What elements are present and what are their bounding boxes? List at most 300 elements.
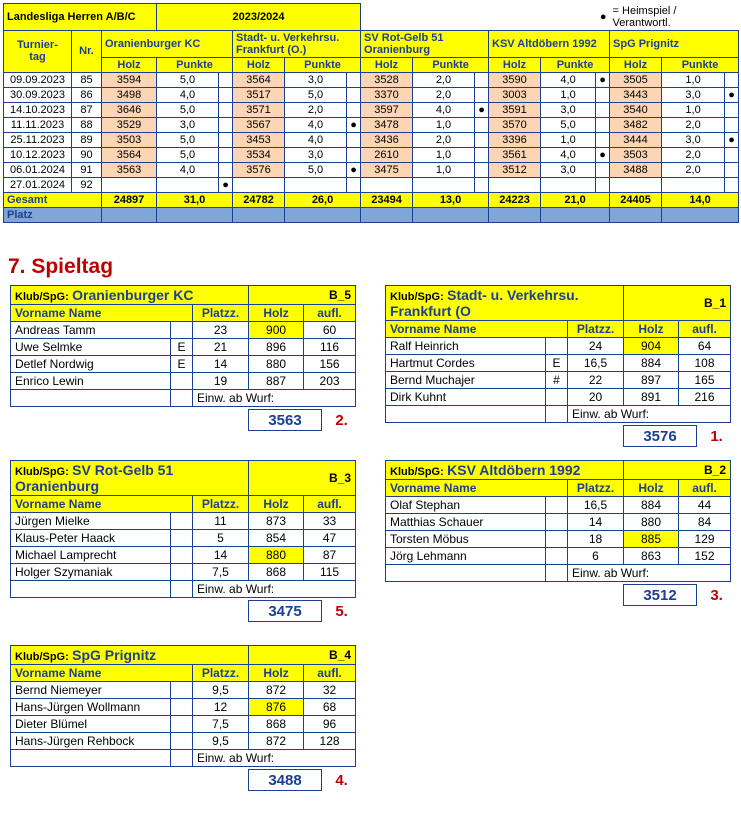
punkte-header-1: Punkte [157, 57, 233, 72]
row-holz-2: 3453 [233, 132, 285, 147]
row-punkte-3: 1,0 [413, 117, 475, 132]
row-home-dot-1: ● [219, 177, 233, 192]
row-punkte-4: 1,0 [541, 87, 596, 102]
player-mark: E [546, 355, 568, 372]
row-home-dot-4 [596, 102, 610, 117]
team-rank: 3. [710, 587, 723, 604]
punkte-header-2: Punkte [285, 57, 361, 72]
row-holz-3: 3436 [361, 132, 413, 147]
platz-4a [489, 207, 541, 222]
player-row [386, 389, 731, 406]
team-header-3: SV Rot-Gelb 51 Oranienburg [361, 30, 489, 57]
klub-label: Klub/SpG: [15, 651, 69, 663]
team-header-1: Oranienburger KC [102, 30, 233, 57]
player-platzz: 11 [193, 513, 249, 530]
player-mark [171, 530, 193, 547]
col-name: Vorname Name [11, 496, 193, 513]
player-row [11, 530, 356, 547]
player-holz: 880 [249, 547, 304, 564]
club-code: B_3 [249, 461, 356, 496]
player-mark: E [171, 339, 193, 356]
player-name: Holger Szymaniak [11, 564, 171, 581]
row-holz-4: 3003 [489, 87, 541, 102]
player-aufl: 87 [304, 547, 356, 564]
player-aufl: 64 [679, 338, 731, 355]
row-holz-4: 3512 [489, 162, 541, 177]
player-name: Michael Lamprecht [11, 547, 171, 564]
einw-label: Einw. ab Wurf: [193, 390, 356, 407]
player-name: Hans-Jürgen Wollmann [11, 699, 171, 716]
player-mark [171, 699, 193, 716]
club-header [11, 286, 249, 305]
player-name: Ralf Heinrich [386, 338, 546, 355]
row-home-dot-1 [219, 87, 233, 102]
row-home-dot-3 [475, 87, 489, 102]
row-holz-5: 3505 [610, 72, 662, 87]
player-row [386, 372, 731, 389]
player-name: Hartmut Cordes [386, 355, 546, 372]
player-row [11, 339, 356, 356]
player-platzz: 19 [193, 373, 249, 390]
player-aufl: 44 [679, 497, 731, 514]
player-mark [171, 373, 193, 390]
player-row [11, 682, 356, 699]
player-aufl: 68 [304, 699, 356, 716]
row-home-dot-5 [725, 177, 739, 192]
row-punkte-2: 3,0 [285, 147, 347, 162]
row-punkte-5: 1,0 [662, 72, 725, 87]
player-row [11, 716, 356, 733]
player-row [11, 513, 356, 530]
team-header-row [4, 30, 739, 57]
row-punkte-2: 3,0 [285, 72, 347, 87]
platz-2a [233, 207, 285, 222]
row-home-dot-4 [596, 162, 610, 177]
club-header-row [386, 286, 731, 321]
row-home-dot-2 [347, 72, 361, 87]
team-total-row [385, 425, 730, 449]
row-nr: 89 [72, 132, 102, 147]
player-aufl: 33 [304, 513, 356, 530]
player-name: Jürgen Mielke [11, 513, 171, 530]
player-holz: 872 [249, 733, 304, 750]
platz-1b [157, 207, 233, 222]
legend-spacer [361, 4, 596, 31]
player-name: Detlef Nordwig [11, 356, 171, 373]
col-holz: Holz [249, 496, 304, 513]
club-header [386, 286, 624, 321]
einw-label: Einw. ab Wurf: [568, 565, 731, 582]
punkte-header-5: Punkte [662, 57, 739, 72]
row-nr: 88 [72, 117, 102, 132]
player-row [386, 338, 731, 355]
player-aufl: 60 [304, 322, 356, 339]
row-home-dot-4 [596, 177, 610, 192]
row-punkte-1: 5,0 [157, 102, 219, 117]
row-holz-5: 3540 [610, 102, 662, 117]
player-name: Torsten Möbus [386, 531, 546, 548]
row-home-dot-4: ● [596, 72, 610, 87]
player-row [386, 355, 731, 372]
team-rank: 4. [335, 772, 348, 789]
row-home-dot-4: ● [596, 147, 610, 162]
holz-header-5: Holz [610, 57, 662, 72]
platz-2b [285, 207, 361, 222]
row-date: 27.01.2024 [4, 177, 72, 192]
player-aufl: 156 [304, 356, 356, 373]
einw-empty-2 [171, 750, 193, 767]
table-title-row [4, 4, 739, 31]
row-date: 09.09.2023 [4, 72, 72, 87]
row-punkte-4: 4,0 [541, 72, 596, 87]
row-punkte-3 [413, 177, 475, 192]
player-name: Olaf Stephan [386, 497, 546, 514]
team-block-oranienburger-kc [10, 285, 355, 433]
row-holz-3: 3597 [361, 102, 413, 117]
row-home-dot-4 [596, 132, 610, 147]
gesamt-holz-1: 24897 [102, 192, 157, 207]
row-holz-4: 3591 [489, 102, 541, 117]
row-punkte-3: 2,0 [413, 132, 475, 147]
platz-label: Platz [4, 207, 102, 222]
row-punkte-4: 1,0 [541, 132, 596, 147]
col-platzz: Platzz. [568, 480, 624, 497]
einw-empty-2 [171, 581, 193, 598]
row-nr: 90 [72, 147, 102, 162]
row-punkte-1: 5,0 [157, 132, 219, 147]
club-header-row [11, 461, 356, 496]
team-total-row [10, 769, 355, 793]
row-holz-1 [102, 177, 157, 192]
player-holz: 863 [624, 548, 679, 565]
player-mark [171, 564, 193, 581]
club-header [11, 646, 249, 665]
player-holz: 868 [249, 564, 304, 581]
player-aufl: 115 [304, 564, 356, 581]
player-mark [171, 547, 193, 564]
klub-label: Klub/SpG: [390, 466, 444, 478]
row-holz-1: 3503 [102, 132, 157, 147]
player-platzz: 9,5 [193, 733, 249, 750]
player-row [386, 514, 731, 531]
player-platzz: 6 [568, 548, 624, 565]
team-total: 3576 [623, 425, 697, 447]
row-home-dot-4 [596, 117, 610, 132]
gesamt-holz-4: 24223 [489, 192, 541, 207]
gesamt-punkte-5: 14,0 [662, 192, 739, 207]
gesamt-holz-5: 24405 [610, 192, 662, 207]
col-aufl: aufl. [679, 480, 731, 497]
row-holz-4: 3561 [489, 147, 541, 162]
einw-label: Einw. ab Wurf: [193, 581, 356, 598]
row-home-dot-2 [347, 132, 361, 147]
row-home-dot-3 [475, 177, 489, 192]
player-mark [171, 716, 193, 733]
row-home-dot-3 [475, 147, 489, 162]
team-rank: 5. [335, 603, 348, 620]
player-mark [546, 497, 568, 514]
row-punkte-1 [157, 177, 219, 192]
row-holz-2: 3564 [233, 72, 285, 87]
player-aufl: 84 [679, 514, 731, 531]
player-row [11, 547, 356, 564]
row-punkte-5: 3,0 [662, 87, 725, 102]
row-home-dot-5 [725, 72, 739, 87]
punkte-header-4: Punkte [541, 57, 610, 72]
team-block-frankfurt [385, 285, 730, 449]
player-aufl: 165 [679, 372, 731, 389]
gesamt-punkte-2: 26,0 [285, 192, 361, 207]
row-home-dot-4 [596, 87, 610, 102]
row-date: 25.11.2023 [4, 132, 72, 147]
player-platzz: 7,5 [193, 716, 249, 733]
player-platzz: 23 [193, 322, 249, 339]
row-holz-1: 3498 [102, 87, 157, 102]
player-holz: 884 [624, 497, 679, 514]
einwechsel-row [386, 406, 731, 423]
col-holz: Holz [249, 305, 304, 322]
player-platzz: 21 [193, 339, 249, 356]
player-platzz: 5 [193, 530, 249, 547]
team-total: 3563 [248, 409, 322, 431]
einw-empty-1 [11, 750, 171, 767]
row-nr: 92 [72, 177, 102, 192]
team-total-row [10, 600, 355, 624]
player-holz: 880 [249, 356, 304, 373]
gesamt-holz-2: 24782 [233, 192, 285, 207]
row-date: 30.09.2023 [4, 87, 72, 102]
platz-5b [662, 207, 739, 222]
player-holz: 896 [249, 339, 304, 356]
player-aufl: 32 [304, 682, 356, 699]
player-name: Hans-Jürgen Rehbock [11, 733, 171, 750]
col-aufl: aufl. [304, 305, 356, 322]
holz-header-2: Holz [233, 57, 285, 72]
row-home-dot-2 [347, 87, 361, 102]
club-header [11, 461, 249, 496]
gesamt-punkte-4: 21,0 [541, 192, 610, 207]
row-holz-5: 3503 [610, 147, 662, 162]
row-home-dot-2: ● [347, 117, 361, 132]
row-date: 11.11.2023 [4, 117, 72, 132]
row-punkte-5: 3,0 [662, 132, 725, 147]
table-row [4, 102, 739, 117]
row-punkte-4: 4,0 [541, 147, 596, 162]
player-row [11, 373, 356, 390]
player-aufl: 116 [304, 339, 356, 356]
player-name: Dieter Blümel [11, 716, 171, 733]
player-holz: 872 [249, 682, 304, 699]
row-home-dot-1 [219, 72, 233, 87]
row-holz-2: 3534 [233, 147, 285, 162]
row-home-dot-1 [219, 162, 233, 177]
row-holz-3: 3528 [361, 72, 413, 87]
col-name: Vorname Name [11, 665, 193, 682]
club-name: Stadt- u. Verkehrsu. Frankfurt (O [390, 287, 579, 319]
player-aufl: 129 [679, 531, 731, 548]
team-block-ksv-altdoebern [385, 460, 730, 608]
platz-5a [610, 207, 662, 222]
player-mark [546, 514, 568, 531]
row-punkte-5: 2,0 [662, 147, 725, 162]
row-holz-3: 2610 [361, 147, 413, 162]
row-holz-5: 3482 [610, 117, 662, 132]
player-name: Andreas Tamm [11, 322, 171, 339]
row-home-dot-5 [725, 162, 739, 177]
row-holz-5: 3444 [610, 132, 662, 147]
row-holz-3: 3370 [361, 87, 413, 102]
player-aufl: 203 [304, 373, 356, 390]
player-row [386, 497, 731, 514]
totals-row [4, 192, 739, 207]
einw-empty-1 [386, 565, 546, 582]
row-home-dot-1 [219, 102, 233, 117]
einw-label: Einw. ab Wurf: [193, 750, 356, 767]
gesamt-punkte-1: 31,0 [157, 192, 233, 207]
row-holz-2: 3576 [233, 162, 285, 177]
row-holz-2: 3571 [233, 102, 285, 117]
club-code: B_2 [624, 461, 731, 480]
team-rank: 2. [335, 412, 348, 429]
row-holz-4: 3396 [489, 132, 541, 147]
row-home-dot-1 [219, 132, 233, 147]
club-code: B_1 [624, 286, 731, 321]
page-title: 7. Spieltag [8, 255, 114, 278]
legend-text: = Heimspiel / Verantwortl. [610, 4, 739, 31]
row-punkte-2: 2,0 [285, 102, 347, 117]
player-name: Matthias Schauer [386, 514, 546, 531]
club-code: B_4 [249, 646, 356, 665]
row-home-dot-2: ● [347, 162, 361, 177]
player-holz: 868 [249, 716, 304, 733]
row-holz-1: 3563 [102, 162, 157, 177]
row-home-dot-2 [347, 147, 361, 162]
legend-dot: ● [596, 4, 610, 31]
season-label: 2023/2024 [157, 4, 361, 31]
column-header-row [11, 496, 356, 513]
row-punkte-1: 5,0 [157, 72, 219, 87]
row-home-dot-1 [219, 117, 233, 132]
table-row [4, 147, 739, 162]
platz-1a [102, 207, 157, 222]
team-block-sv-rot-gelb [10, 460, 355, 624]
col-platzz: Platzz. [568, 321, 624, 338]
gesamt-punkte-3: 13,0 [413, 192, 489, 207]
player-row [386, 531, 731, 548]
klub-label: Klub/SpG: [390, 291, 444, 303]
col-name: Vorname Name [386, 321, 568, 338]
team-header-4: KSV Altdöbern 1992 [489, 30, 610, 57]
row-punkte-3: 1,0 [413, 147, 475, 162]
row-punkte-2: 5,0 [285, 87, 347, 102]
player-name: Dirk Kuhnt [386, 389, 546, 406]
player-platzz: 14 [193, 356, 249, 373]
turniertag-header: Turnier- tag [4, 30, 72, 72]
club-header-row [11, 286, 356, 305]
player-holz: 891 [624, 389, 679, 406]
row-punkte-3: 1,0 [413, 162, 475, 177]
row-home-dot-5: ● [725, 132, 739, 147]
player-mark [546, 338, 568, 355]
row-punkte-2: 4,0 [285, 132, 347, 147]
player-holz: 887 [249, 373, 304, 390]
row-punkte-5 [662, 177, 725, 192]
row-date: 14.10.2023 [4, 102, 72, 117]
col-holz: Holz [624, 321, 679, 338]
row-punkte-5: 1,0 [662, 102, 725, 117]
row-punkte-1: 3,0 [157, 117, 219, 132]
einw-empty-1 [11, 390, 171, 407]
player-holz: 880 [624, 514, 679, 531]
team-rank: 1. [710, 428, 723, 445]
player-platzz: 7,5 [193, 564, 249, 581]
row-punkte-1: 4,0 [157, 162, 219, 177]
player-holz: 854 [249, 530, 304, 547]
holz-header-4: Holz [489, 57, 541, 72]
table-row [4, 132, 739, 147]
col-platzz: Platzz. [193, 665, 249, 682]
row-punkte-5: 2,0 [662, 162, 725, 177]
row-holz-3 [361, 177, 413, 192]
row-home-dot-5: ● [725, 87, 739, 102]
row-home-dot-5 [725, 102, 739, 117]
player-platzz: 16,5 [568, 497, 624, 514]
player-mark [546, 389, 568, 406]
player-name: Enrico Lewin [11, 373, 171, 390]
row-home-dot-5 [725, 147, 739, 162]
club-name: Oranienburger KC [72, 287, 194, 303]
club-name: SpG Prignitz [72, 647, 157, 663]
klub-label: Klub/SpG: [15, 291, 69, 303]
row-punkte-3: 2,0 [413, 72, 475, 87]
row-punkte-4: 5,0 [541, 117, 596, 132]
table-row [4, 162, 739, 177]
player-row [11, 699, 356, 716]
row-holz-3: 3478 [361, 117, 413, 132]
row-home-dot-1 [219, 147, 233, 162]
row-holz-3: 3475 [361, 162, 413, 177]
table-row [4, 177, 739, 192]
einw-empty-1 [11, 581, 171, 598]
team-total-row [385, 584, 730, 608]
player-holz: 876 [249, 699, 304, 716]
league-summary-table [3, 3, 738, 223]
player-holz: 897 [624, 372, 679, 389]
player-platzz: 16,5 [568, 355, 624, 372]
nr-header: Nr. [72, 30, 102, 72]
player-name: Uwe Selmke [11, 339, 171, 356]
gesamt-holz-3: 23494 [361, 192, 413, 207]
player-row [11, 733, 356, 750]
row-date: 10.12.2023 [4, 147, 72, 162]
row-home-dot-3 [475, 72, 489, 87]
club-header [386, 461, 624, 480]
team-header-2: Stadt- u. Verkehrsu. Frankfurt (O.) [233, 30, 361, 57]
player-holz: 885 [624, 531, 679, 548]
player-mark: E [171, 356, 193, 373]
column-header-row [11, 665, 356, 682]
row-nr: 85 [72, 72, 102, 87]
row-punkte-1: 4,0 [157, 87, 219, 102]
row-home-dot-2 [347, 102, 361, 117]
player-mark [546, 548, 568, 565]
player-mark [546, 531, 568, 548]
row-punkte-4: 3,0 [541, 162, 596, 177]
club-header-row [11, 646, 356, 665]
row-holz-5: 3488 [610, 162, 662, 177]
row-holz-5 [610, 177, 662, 192]
einw-label: Einw. ab Wurf: [568, 406, 731, 423]
